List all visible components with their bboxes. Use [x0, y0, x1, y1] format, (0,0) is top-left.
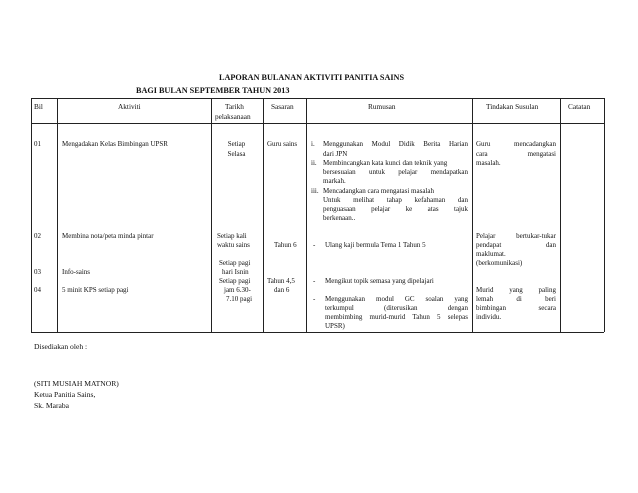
header-aktiviti: Aktiviti: [118, 102, 141, 111]
row-sasaran: Tahun 6: [274, 241, 297, 249]
prepared-by-label: Disediakan oleh :: [34, 342, 88, 351]
row-tarikh: 7.10 pagi: [226, 295, 253, 303]
tindakan-line: Guru mencadangkan: [476, 140, 556, 148]
header-tarikh: Tarikh: [225, 102, 244, 111]
rumusan-line: Mencadangkan cara mengatasi masalah: [323, 187, 434, 195]
tindakan-line: (berkomunikasi): [476, 259, 523, 267]
rumusan-line: membimbing murid-murid Tahun 5 selepas: [325, 313, 468, 321]
row-tarikh: waktu sains: [217, 241, 250, 249]
rumusan-line: bersesuaian untuk pelajar mendapatkan: [323, 168, 468, 176]
rumusan-marker: -: [313, 241, 316, 249]
rumusan-line: penguasaan pelajar ke atas tajuk: [323, 205, 468, 213]
header-sasaran: Sasaran: [271, 102, 294, 111]
row-bil: 01: [34, 140, 41, 148]
row-tarikh: Setiap pagi: [219, 277, 251, 285]
signatory-name: (SITI MUSIAH MATNOR): [34, 379, 119, 388]
row-tarikh: Setiap: [227, 140, 246, 148]
tindakan-line: Pelajar bertukar-tukar: [476, 232, 556, 240]
table-bottom-border: [31, 332, 604, 333]
row-tarikh: jam 6.30-: [224, 286, 251, 294]
rumusan-line: Mengikut topik semasa yang dipelajari: [325, 277, 434, 285]
rumusan-line: Untuk melihat tahap kefahaman dan: [323, 196, 468, 204]
row-bil: 03: [34, 268, 41, 276]
row-bil: 02: [34, 232, 41, 240]
tindakan-line: Murid yang paling: [476, 286, 556, 294]
header-bil: Bil: [34, 102, 43, 111]
rumusan-line: terkumpul (diterusikan dengan: [325, 304, 468, 312]
report-subtitle: BAGI BULAN SEPTEMBER TAHUN 2013: [136, 86, 290, 95]
rumusan-marker: ii.: [311, 159, 317, 167]
rumusan-line: Menggunakan modul GC soalan yang: [325, 295, 468, 303]
row-sasaran: Tahun 4,5: [267, 277, 295, 285]
table-header-border: [31, 123, 604, 124]
tindakan-line: masalah.: [476, 159, 501, 167]
tindakan-line: individu.: [476, 313, 502, 321]
tindakan-line: bimbingan secara: [476, 304, 556, 312]
rumusan-line: berkenaan..: [323, 214, 356, 222]
row-tarikh: Setiap kali: [217, 232, 247, 240]
rumusan-marker: -: [313, 277, 316, 285]
school-name: Sk. Maraba: [34, 401, 70, 410]
row-sasaran: Guru sains: [267, 140, 298, 148]
row-aktiviti: Info-sains: [62, 268, 90, 276]
row-sasaran: dan 6: [274, 286, 290, 294]
tindakan-line: cara mengatasi: [476, 150, 556, 158]
header-catatan: Catatan: [568, 102, 591, 111]
row-aktiviti: 5 minit KPS setiap pagi: [62, 286, 129, 294]
table-top-border: [31, 98, 604, 99]
rumusan-line: Menggunakan Modul Didik Berita Harian: [323, 140, 468, 148]
header-tindakan-susulan: Tindakan Susulan: [486, 102, 539, 111]
row-aktiviti: Membina nota/peta minda pintar: [62, 232, 154, 240]
rumusan-line: dari JPN: [323, 150, 348, 158]
tindakan-line: lemah di beri: [476, 295, 556, 303]
row-aktiviti: Mengadakan Kelas Bimbingan UPSR: [62, 140, 168, 148]
rumusan-line: Membincangkan kata kunci dan teknik yang: [323, 159, 448, 167]
signatory-position: Ketua Panitia Sains,: [34, 390, 96, 399]
rumusan-marker: iii.: [311, 187, 319, 195]
header-tarikh-pelaksanaan: pelaksanaan: [215, 112, 251, 121]
rumusan-line: UPSR): [325, 322, 345, 330]
header-rumusan: Rumusan: [368, 102, 396, 111]
tindakan-line: pendapat dan: [476, 241, 556, 249]
tindakan-line: maklumat.: [476, 250, 506, 258]
rumusan-marker: i.: [311, 140, 315, 148]
row-tarikh: Setiap pagi: [219, 259, 251, 267]
rumusan-line: markah.: [323, 177, 346, 185]
rumusan-marker: -: [313, 295, 316, 303]
row-tarikh: hari Isnin: [222, 268, 249, 276]
rumusan-line: Ulang kaji bermula Tema 1 Tahun 5: [325, 241, 426, 249]
row-tarikh: Selasa: [227, 150, 246, 158]
report-title: LAPORAN BULANAN AKTIVITI PANITIA SAINS: [219, 73, 405, 82]
row-bil: 04: [34, 286, 41, 294]
